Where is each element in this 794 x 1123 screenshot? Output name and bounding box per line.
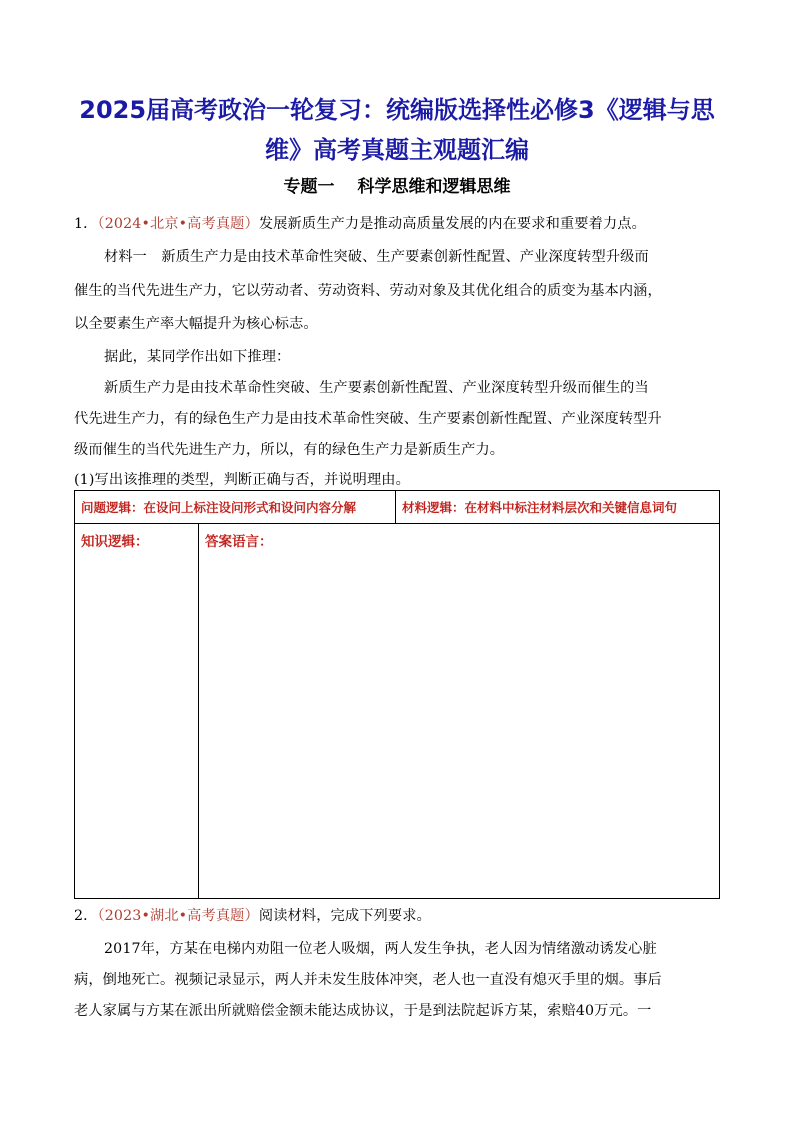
answer-language-cell[interactable]: 答案语言： [199,524,720,899]
sub-question-1: (1)写出该推理的类型，判断正确与否，并说明理由。 [74,472,410,488]
material-logic-cell: 材料逻辑：在材料中标注材料层次和关键信息词句 [396,491,720,524]
material-line: 催生的当代先进生产力，它以劳动者、劳动资料、劳动对象及其优化组合的质变为基本内涵， [74,283,662,299]
reasoning-intro: 据此，某同学作出如下推理： [104,349,291,365]
material-line: 以全要素生产率大幅提升为核心标志。 [74,316,318,332]
question-2-number: 2． [74,908,98,924]
question-1-stem [74,213,646,233]
question-2-intro: 阅读材料，完成下列要求。 [258,908,431,924]
question-2-line: 老人家属与方某在派出所就赔偿金额未能达成协议，于是到法院起诉方某，索赔40万元。一 [74,1003,652,1019]
document-title [60,90,734,170]
question-1-intro: 发展新质生产力是推动高质量发展的内在要求和重要着力点。 [258,216,646,232]
section-label: 专题一 [283,177,335,197]
reasoning-line: 代先进生产力，有的绿色生产力是由技术革命性突破、生产要素创新性配置、产业深度转型升 [74,411,662,427]
question-2-line: 2017年，方某在电梯内劝阻一位老人吸烟，两人发生争执，老人因为情绪激动诱发心脏 [104,941,657,957]
section-heading [0,172,794,197]
reasoning-line: 级而催生的当代先进生产力，所以，有的绿色生产力是新质生产力。 [74,442,505,458]
knowledge-logic-cell[interactable]: 知识逻辑： [75,524,199,899]
answer-table [74,490,720,899]
question-2-source: （2023•湖北•高考真题） [97,908,259,924]
question-1-source: （2024•北京•高考真题） [97,216,259,232]
question-logic-cell: 问题逻辑：在设问上标注设问形式和设问内容分解 [75,491,396,524]
material-line: 材料一 新质生产力是由技术革命性突破、生产要素创新性配置、产业深度转型升级而 [104,249,649,265]
question-2-stem [74,905,431,925]
title-line-2: 维》高考真题主观题汇编 [265,136,529,164]
reasoning-line: 新质生产力是由技术革命性突破、生产要素创新性配置、产业深度转型升级而催生的当 [104,380,649,396]
title-line-1: 2025届高考政治一轮复习：统编版选择性必修3《逻辑与思 [79,96,715,124]
question-1-number: 1． [74,216,98,232]
section-name: 科学思维和逻辑思维 [357,177,511,197]
question-2-line: 病，倒地死亡。视频记录显示，两人并未发生肢体冲突，老人也一直没有熄灭手里的烟。事后 [74,972,662,988]
